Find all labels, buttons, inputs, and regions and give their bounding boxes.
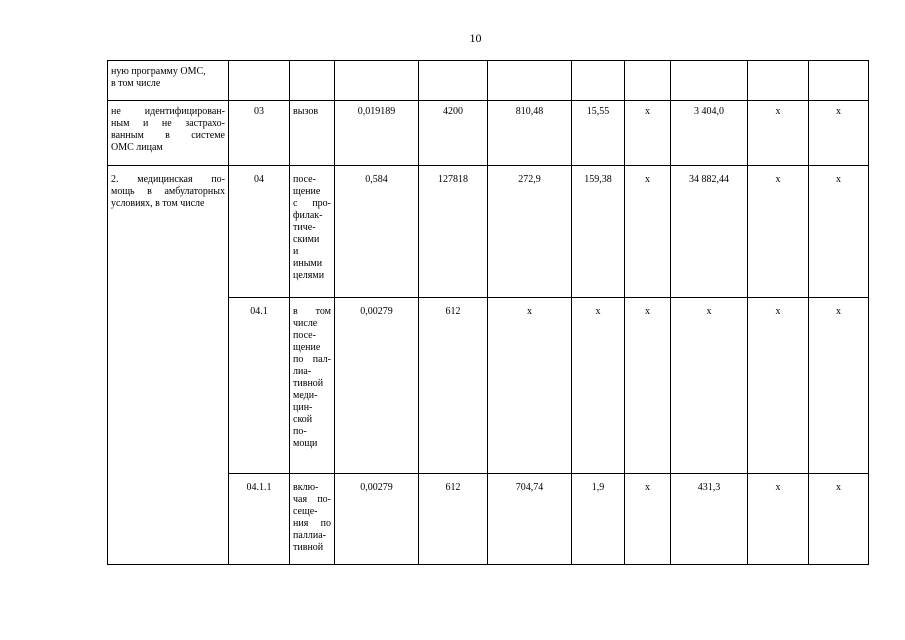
- unit-line: щение: [293, 186, 321, 197]
- value-cell: 0,00279: [335, 474, 419, 565]
- value-cell: х: [809, 166, 869, 298]
- value-cell: 4200: [419, 101, 488, 166]
- value-cell: х: [809, 474, 869, 565]
- value-cell: 810,48: [488, 101, 572, 166]
- unit-line: тивной: [293, 542, 324, 553]
- name-cell: [108, 101, 229, 166]
- unit-cell: [290, 298, 335, 474]
- unit-line: и: [293, 246, 299, 257]
- value-cell: 612: [419, 298, 488, 474]
- name-line: ОМС лицам: [111, 142, 163, 153]
- unit-cell: [290, 101, 335, 166]
- unit-line: ния по: [293, 518, 331, 529]
- unit-line: чая по-: [293, 494, 331, 505]
- value-cell: х: [748, 474, 809, 565]
- table-row: [108, 101, 869, 166]
- code-cell: 03: [229, 101, 290, 166]
- unit-line: иными: [293, 258, 323, 269]
- unit-line: тиче-: [293, 222, 316, 233]
- value-cell: х: [748, 298, 809, 474]
- unit-line: с про-: [293, 198, 331, 209]
- name-line: 2. медицинская по-: [111, 174, 225, 185]
- value-cell: 704,74: [488, 474, 572, 565]
- unit-line: паллиа-: [293, 530, 326, 541]
- data-table: [107, 60, 869, 565]
- table-row: [108, 61, 869, 101]
- name-line: не идентифицирован-: [111, 106, 225, 117]
- value-cell: [572, 61, 625, 101]
- unit-line: по-: [293, 426, 307, 437]
- value-cell: х: [572, 298, 625, 474]
- name-line: ванным в системе: [111, 130, 225, 141]
- value-cell: [419, 61, 488, 101]
- value-cell: х: [625, 166, 671, 298]
- unit-line: мощи: [293, 438, 318, 449]
- unit-line: сеще-: [293, 506, 318, 517]
- unit-cell: [290, 166, 335, 298]
- value-cell: 159,38: [572, 166, 625, 298]
- value-cell: [335, 61, 419, 101]
- value-cell: 34 882,44: [671, 166, 748, 298]
- value-cell: х: [748, 101, 809, 166]
- unit-line: скими: [293, 234, 320, 245]
- value-cell: [625, 61, 671, 101]
- value-cell: х: [809, 101, 869, 166]
- value-cell: х: [625, 298, 671, 474]
- unit-cell: [290, 474, 335, 565]
- value-cell: х: [625, 474, 671, 565]
- value-cell: 0,00279: [335, 298, 419, 474]
- unit-line: вызов: [293, 106, 319, 117]
- unit-line: меди-: [293, 390, 318, 401]
- unit-line: посе-: [293, 330, 316, 341]
- unit-line: посе-: [293, 174, 316, 185]
- value-cell: 612: [419, 474, 488, 565]
- page-number: 10: [469, 31, 482, 45]
- value-cell: х: [809, 298, 869, 474]
- code-cell: 04: [229, 166, 290, 298]
- unit-line: щение: [293, 342, 321, 353]
- value-cell: х: [625, 101, 671, 166]
- code-cell: [229, 61, 290, 101]
- unit-line: целями: [293, 270, 325, 281]
- name-line: ным и не застрахо-: [111, 118, 225, 129]
- value-cell: х: [671, 298, 748, 474]
- value-cell: [748, 61, 809, 101]
- table-row: [108, 166, 869, 298]
- value-cell: х: [748, 166, 809, 298]
- value-cell: [488, 61, 572, 101]
- name-line: ную программу ОМС,: [111, 66, 206, 77]
- unit-line: по пал-: [293, 354, 331, 365]
- unit-line: ской: [293, 414, 313, 425]
- value-cell: х: [488, 298, 572, 474]
- value-cell: 0,584: [335, 166, 419, 298]
- value-cell: 15,55: [572, 101, 625, 166]
- value-cell: [671, 61, 748, 101]
- unit-line: вклю-: [293, 482, 319, 493]
- name-line: мощь в амбулаторных: [111, 186, 225, 197]
- unit-line: в том: [293, 306, 331, 317]
- unit-line: тивной: [293, 378, 324, 389]
- value-cell: 0,019189: [335, 101, 419, 166]
- name-line: условиях, в том числе: [111, 198, 205, 209]
- name-cell: [108, 166, 229, 565]
- name-line: в том числе: [111, 78, 161, 89]
- value-cell: 3 404,0: [671, 101, 748, 166]
- value-cell: 272,9: [488, 166, 572, 298]
- unit-line: лиа-: [293, 366, 312, 377]
- unit-line: цин-: [293, 402, 313, 413]
- value-cell: 431,3: [671, 474, 748, 565]
- unit-line: филак-: [293, 210, 323, 221]
- unit-cell: [290, 61, 335, 101]
- value-cell: 127818: [419, 166, 488, 298]
- value-cell: [809, 61, 869, 101]
- unit-line: числе: [293, 318, 318, 329]
- code-cell: 04.1: [229, 298, 290, 474]
- name-cell: [108, 61, 229, 101]
- code-cell: 04.1.1: [229, 474, 290, 565]
- value-cell: 1,9: [572, 474, 625, 565]
